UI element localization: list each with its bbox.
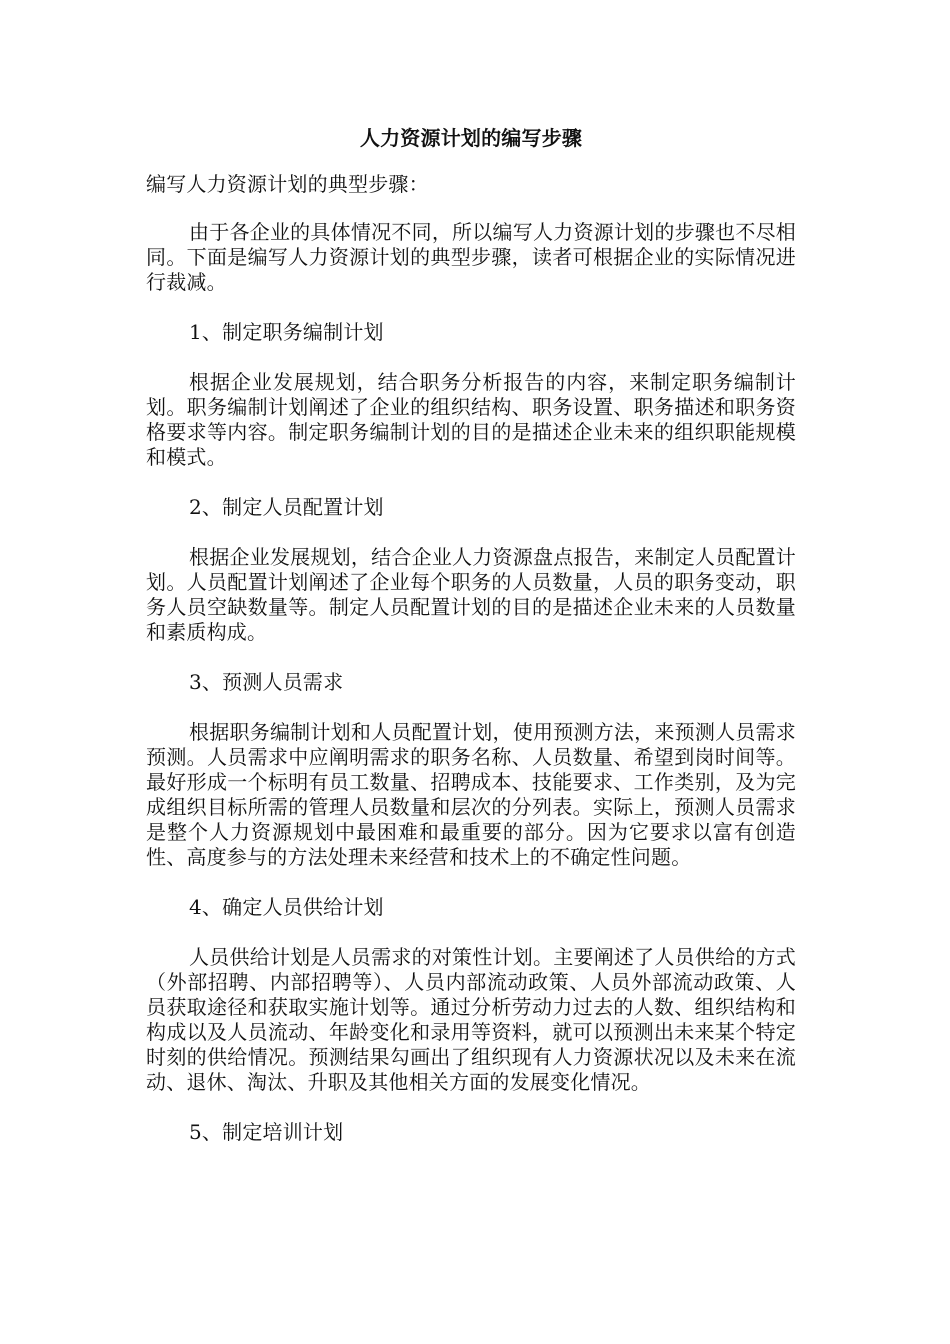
step-heading-4: 4、确定人员供给计划 — [189, 895, 384, 919]
paragraph-overview: 由于各企业的具体情况不同，所以编写人力资源计划的步骤也不尽相同。下面是编写人力资源计划的典型步骤，读者可根据企业的实际情况进行裁减。 — [146, 220, 796, 294]
paragraph-step-2: 根据企业发展规划，结合企业人力资源盘点报告，来制定人员配置计划。人员配置计划阐述了企业每个职务的人员数量，人员的职务变动，职务人员空缺数量等。制定人员配置计划的目的是描述企业未来的人员数量和素质构成。 — [146, 545, 796, 644]
paragraph-step-4: 人员供给计划是人员需求的对策性计划。主要阐述了人员供给的方式（外部招聘、内部招聘等）、人员内部流动政策、人员外部流动政策、人员获取途径和获取实施计划等。通过分析劳动力过去的人数、组织结构和构成以及人员流动、年龄变化和录用等资料，就可以预测出未来某个特定时刻的供给情况。预测结果勾画出了组织现有人力资源状况以及未来在流动、退休、淘汰、升职及其他相关方面的发展变化情况。 — [146, 945, 796, 1094]
document-content — [146, 124, 796, 1170]
step-heading-2: 2、制定人员配置计划 — [189, 495, 384, 519]
document-title: 人力资源计划的编写步骤 — [359, 126, 583, 150]
paragraph-step-3: 根据职务编制计划和人员配置计划，使用预测方法，来预测人员需求预测。人员需求中应阐明需求的职务名称、人员数量、希望到岗时间等。最好形成一个标明有员工数量、招聘成本、技能要求、工作类别，及为完成组织目标所需的管理人员数量和层次的分列表。实际上，预测人员需求是整个人力资源规划中最困难和最重要的部分。因为它要求以富有创造性、高度参与的方法处理未来经营和技术上的不确定性问题。 — [146, 720, 796, 869]
step-heading-1: 1、制定职务编制计划 — [189, 320, 384, 344]
intro-line: 编写人力资源计划的典型步骤： — [146, 172, 429, 196]
paragraph-step-1: 根据企业发展规划，结合职务分析报告的内容，来制定职务编制计划。职务编制计划阐述了企业的组织结构、职务设置、职务描述和职务资格要求等内容。制定职务编制计划的目的是描述企业未来的组织职能规模和模式。 — [146, 370, 796, 469]
step-heading-5: 5、制定培训计划 — [189, 1120, 344, 1144]
step-heading-3: 3、预测人员需求 — [189, 670, 344, 694]
